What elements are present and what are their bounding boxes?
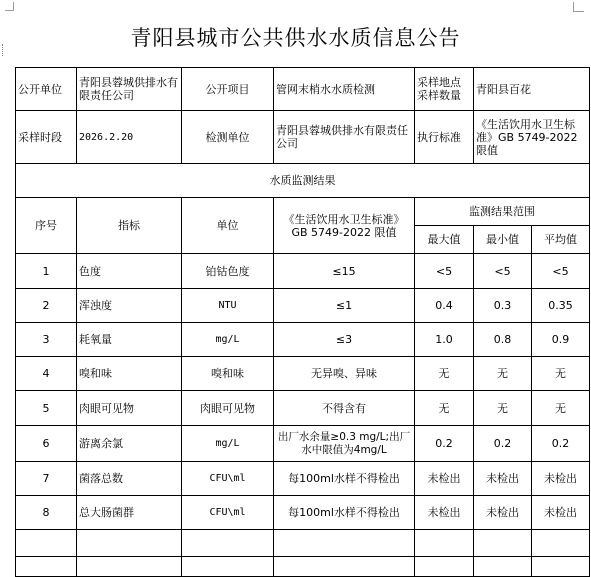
- empty-row: [16, 530, 590, 557]
- cell-limit: 每100ml水样不得检出: [274, 462, 415, 496]
- cell-unit: mg/L: [182, 426, 274, 462]
- cell-indicator: 菌落总数: [77, 462, 182, 496]
- cell-min: 未检出: [474, 462, 532, 496]
- sampling-location-value: 青阳县百花: [474, 68, 590, 111]
- label-sampling-time: 采样时段: [16, 111, 77, 164]
- cell-limit: 不得含有: [274, 391, 415, 426]
- cell-max: 1.0: [415, 323, 474, 357]
- col-header-limit: 《生活饮用水卫生标准》GB 5749-2022 限值: [274, 198, 415, 254]
- cell-limit: 出厂水余量≥0.3 mg/L;出厂水中限值为4mg/L: [274, 426, 415, 462]
- cell-avg: <5: [532, 254, 590, 289]
- cell-limit: ≤15: [274, 254, 415, 289]
- cell-indicator: 游离余氯: [77, 426, 182, 462]
- cell-avg: 0.2: [532, 426, 590, 462]
- cell-no: 7: [16, 462, 77, 496]
- label-sampling-location: 采样地点采样数量: [415, 68, 474, 111]
- cell-indicator: 肉眼可见物: [77, 391, 182, 426]
- cell-no: 3: [16, 323, 77, 357]
- table-row: [16, 496, 590, 530]
- cell-max: 0.4: [415, 289, 474, 323]
- testing-unit-value: 青阳县蓉城供排水有限责任公司: [274, 111, 415, 164]
- cell-avg: 0.9: [532, 323, 590, 357]
- page-corner-mark: [573, 2, 584, 12]
- cell-max: 未检出: [415, 496, 474, 530]
- empty-cell: [474, 530, 532, 557]
- col-header-min: 最小值: [474, 226, 532, 254]
- cell-unit: NTU: [182, 289, 274, 323]
- label-testing-unit: 检测单位: [182, 111, 274, 164]
- standard-value: 《生活饮用水卫生标准》GB 5749-2022 限值: [474, 111, 590, 164]
- table-row: [16, 391, 590, 426]
- empty-cell: [474, 557, 532, 577]
- cell-no: 6: [16, 426, 77, 462]
- cell-max: 0.2: [415, 426, 474, 462]
- cell-min: 无: [474, 357, 532, 391]
- cell-min: 无: [474, 391, 532, 426]
- cell-max: 无: [415, 357, 474, 391]
- cell-indicator: 嗅和味: [77, 357, 182, 391]
- empty-cell: [415, 557, 474, 577]
- cell-no: 1: [16, 254, 77, 289]
- info-row-1: [16, 68, 590, 111]
- cell-min: 0.2: [474, 426, 532, 462]
- cell-avg: 无: [532, 357, 590, 391]
- column-header-row-1: [16, 198, 590, 226]
- cell-no: 8: [16, 496, 77, 530]
- table-row: [16, 357, 590, 391]
- cell-max: <5: [415, 254, 474, 289]
- section-row: [16, 164, 590, 198]
- empty-cell: [16, 530, 77, 557]
- cell-no: 4: [16, 357, 77, 391]
- empty-cell: [182, 557, 274, 577]
- col-header-max: 最大值: [415, 226, 474, 254]
- cell-min: 0.3: [474, 289, 532, 323]
- cell-max: 无: [415, 391, 474, 426]
- cell-limit: 无异嗅、异味: [274, 357, 415, 391]
- table-row: [16, 426, 590, 462]
- empty-row: [16, 557, 590, 577]
- cell-avg: 未检出: [532, 462, 590, 496]
- cell-indicator: 浑浊度: [77, 289, 182, 323]
- cell-no: 2: [16, 289, 77, 323]
- cell-avg: 未检出: [532, 496, 590, 530]
- empty-cell: [532, 557, 590, 577]
- info-row-2: [16, 111, 590, 164]
- table-row: [16, 462, 590, 496]
- publishing-unit-value: 青阳县蓉城供排水有限责任公司: [77, 68, 182, 111]
- label-standard: 执行标准: [415, 111, 474, 164]
- col-header-range: 监测结果范围: [415, 198, 590, 226]
- empty-cell: [77, 530, 182, 557]
- col-header-no: 序号: [16, 198, 77, 254]
- empty-cell: [274, 557, 415, 577]
- label-publishing-unit: 公开单位: [16, 68, 77, 111]
- cell-unit: 嗅和味: [182, 357, 274, 391]
- label-publishing-item: 公开项目: [182, 68, 274, 111]
- empty-cell: [77, 557, 182, 577]
- cell-limit: 每100ml水样不得检出: [274, 496, 415, 530]
- cell-avg: 0.35: [532, 289, 590, 323]
- col-header-indicator: 指标: [77, 198, 182, 254]
- cell-min: 0.8: [474, 323, 532, 357]
- cell-indicator: 耗氧量: [77, 323, 182, 357]
- cell-unit: mg/L: [182, 323, 274, 357]
- table-row: [16, 254, 590, 289]
- col-header-avg: 平均值: [532, 226, 590, 254]
- section-title: 水质监测结果: [16, 164, 590, 198]
- empty-cell: [274, 530, 415, 557]
- cell-indicator: 总大肠菌群: [77, 496, 182, 530]
- cell-unit: CFU\ml: [182, 496, 274, 530]
- cell-unit: CFU\ml: [182, 462, 274, 496]
- cell-unit: 铂钴色度: [182, 254, 274, 289]
- empty-cell: [415, 530, 474, 557]
- empty-cell: [532, 530, 590, 557]
- empty-cell: [16, 557, 77, 577]
- page-title: 青阳县城市公共供水水质信息公告: [130, 26, 461, 50]
- water-quality-table: [15, 67, 590, 577]
- table-row: [16, 323, 590, 357]
- cell-limit: ≤1: [274, 289, 415, 323]
- cell-indicator: 色度: [77, 254, 182, 289]
- cell-limit: ≤3: [274, 323, 415, 357]
- cell-unit: 肉眼可见物: [182, 391, 274, 426]
- empty-cell: [182, 530, 274, 557]
- table-row: [16, 289, 590, 323]
- sampling-time-value: 2026.2.20: [77, 111, 182, 164]
- cell-min: 未检出: [474, 496, 532, 530]
- cell-max: 未检出: [415, 462, 474, 496]
- publishing-item-value: 管网末梢水水质检测: [274, 68, 415, 111]
- cell-min: <5: [474, 254, 532, 289]
- cell-avg: 无: [532, 391, 590, 426]
- cell-no: 5: [16, 391, 77, 426]
- page-corner-mark: [5, 2, 14, 11]
- col-header-unit: 单位: [182, 198, 274, 254]
